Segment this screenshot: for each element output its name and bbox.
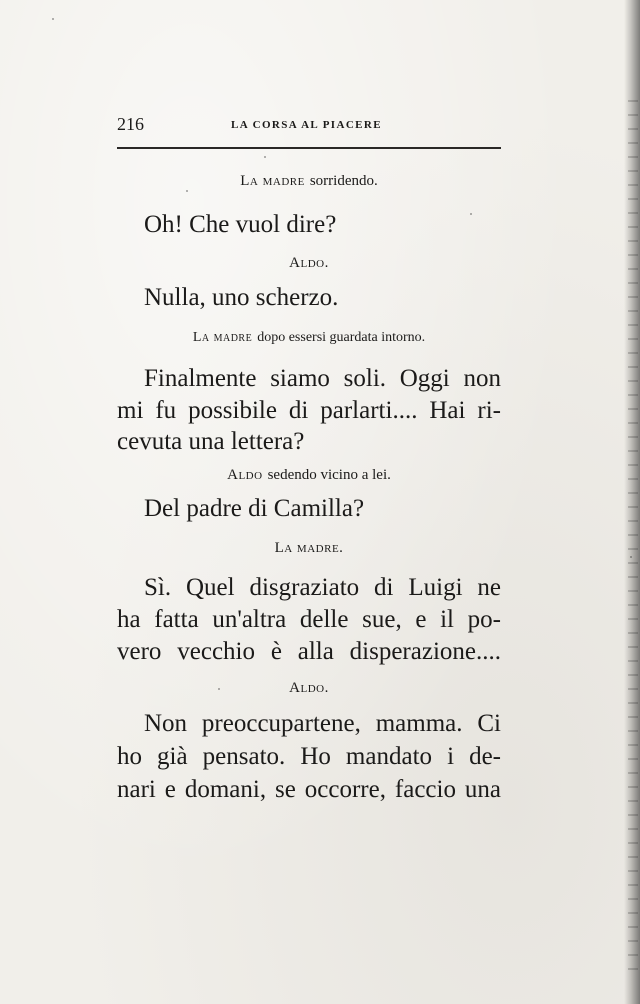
dialogue-line: Finalmente siamo soli. Oggi non [144,365,501,392]
speaker-heading [118,680,500,697]
scan-speck [218,688,220,690]
speaker-name: Aldo. [289,680,329,696]
speaker-heading [118,330,500,346]
running-title: LA CORSA AL PIACERE [231,119,382,131]
scan-speck [264,156,266,158]
dialogue-line: Non preoccupartene, mamma. Ci [144,710,501,737]
page-header [117,112,501,138]
dialogue-line: vero vecchio è alla disperazione.... [117,638,501,665]
dialogue-line: cevuta una lettera? [117,428,305,455]
stage-direction: sorridendo. [309,173,378,189]
speaker-name: La madre [192,330,253,345]
dialogue-line: Sì. Quel disgraziato di Luigi ne [144,574,501,601]
dialogue-line: ha fatta un'altra delle sue, e il po- [117,606,501,633]
dialogue-line: mi fu possibile di parlarti.... Hai ri- [117,397,501,424]
speaker-heading [118,173,500,190]
page-edge-texture [628,100,638,980]
speaker-name: Aldo [227,467,263,483]
stage-direction: sedendo vicino a lei. [267,467,391,483]
speaker-name: La madre [240,173,305,189]
scan-speck [470,213,472,215]
speaker-name: Aldo. [289,255,329,271]
dialogue-line: Oh! Che vuol dire? [144,211,337,238]
page-number: 216 [117,114,144,134]
scan-speck [186,190,188,192]
scan-speck [52,18,54,20]
speaker-heading [118,255,500,272]
stage-direction: dopo essersi guardata intorno. [257,330,426,345]
speaker-name: La madre. [274,540,344,556]
header-rule [117,147,501,149]
dialogue-line: Nulla, uno scherzo. [144,284,339,311]
dialogue-line: nari e domani, se occorre, faccio una [117,776,501,803]
scan-speck [630,556,632,558]
dialogue-line: Del padre di Camilla? [144,495,365,522]
dialogue-line: ho già pensato. Ho mandato i de- [117,743,501,770]
speaker-heading [118,467,500,484]
speaker-heading [118,540,500,557]
